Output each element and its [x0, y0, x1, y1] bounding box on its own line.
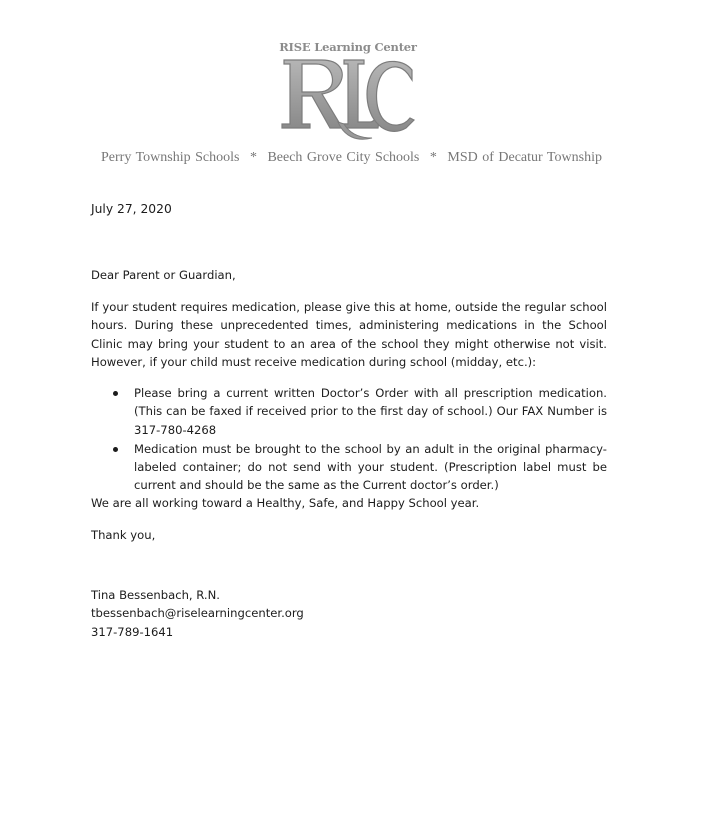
signature-name: Tina Bessenbach, R.N.: [91, 588, 220, 602]
rlc-logo: [278, 40, 418, 144]
list-item: [91, 384, 607, 439]
letter-greeting: Dear Parent or Guardian,: [91, 268, 236, 282]
list-item: [91, 440, 607, 495]
district-perry: Perry Township Schools: [101, 150, 240, 165]
signature-email: tbessenbach@riselearningcenter.org: [91, 606, 304, 620]
district-beech-grove: Beech Grove City Schools: [267, 150, 420, 165]
letter-closing: We are all working toward a Healthy, Safe, and Happy School year.: [91, 496, 480, 510]
instruction-list: [91, 384, 607, 496]
bullet-icon: [113, 447, 118, 452]
signature-phone: 317-789-1641: [91, 625, 174, 639]
letter-date: July 27, 2020: [91, 202, 172, 216]
letter-thanks: Thank you,: [91, 528, 156, 542]
district-separator: *: [249, 150, 257, 165]
letter-paragraph: If your student requires medication, please give this at home, outside the regular school hours. During these unprecedented times, administering medications in the School Clinic may bring your student to an area of the school they might otherwise not visit. However, if your child must receive medication during school (midday, etc.):: [91, 300, 607, 369]
rlc-monogram-icon: [278, 52, 418, 144]
list-item-text: Medication must be brought to the school by an adult in the original pharmacy-labeled container; do not send with your student. (Prescription label must be current and should be the same as the Current doctor’s order.): [134, 441, 607, 493]
list-item-text: Please bring a current written Doctor’s Order with all prescription medication. (This can be faxed if received prior to the first day of school.) Our FAX Number is 317-780-4268: [134, 386, 607, 437]
bullet-icon: [113, 391, 118, 396]
logo-organization-name: RISE Learning Center: [279, 40, 417, 54]
district-separator: *: [429, 150, 437, 165]
district-decatur: MSD of Decatur Township: [447, 150, 602, 165]
districts-line: [0, 150, 703, 166]
